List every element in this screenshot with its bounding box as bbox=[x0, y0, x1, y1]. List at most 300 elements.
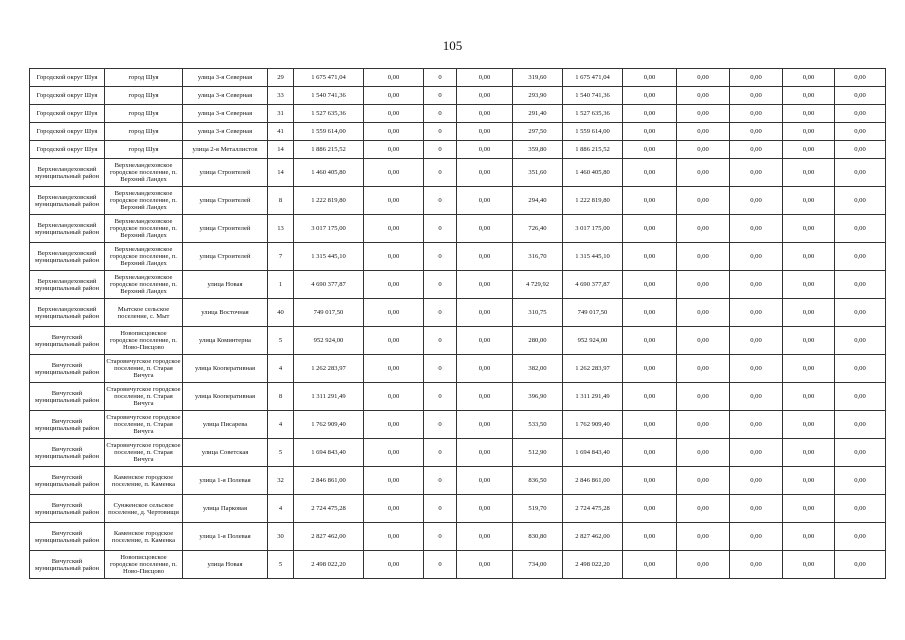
table-cell: Старовичугское городское поселение, п. Старая Вичуга bbox=[105, 411, 183, 439]
table-cell: 0,00 bbox=[677, 355, 730, 383]
table-cell: улица Строителей bbox=[183, 215, 268, 243]
table-cell: 297,50 bbox=[513, 123, 563, 141]
table-cell: 0,00 bbox=[364, 141, 424, 159]
table-row bbox=[30, 439, 886, 467]
table-cell: 0,00 bbox=[835, 327, 886, 355]
table-cell: 0,00 bbox=[364, 159, 424, 187]
table-cell: 0,00 bbox=[364, 551, 424, 579]
table-cell: город Шуя bbox=[105, 105, 183, 123]
table-cell: 0,00 bbox=[677, 69, 730, 87]
table-cell: 13 bbox=[268, 215, 294, 243]
table-cell: 0 bbox=[424, 123, 457, 141]
table-cell: 0,00 bbox=[364, 439, 424, 467]
table-cell: Вичугский муниципальный район bbox=[30, 439, 105, 467]
table-cell: Верхнеландеховский муниципальный район bbox=[30, 243, 105, 271]
table-cell: город Шуя bbox=[105, 141, 183, 159]
table-cell: 0 bbox=[424, 523, 457, 551]
table-cell: улица 3-я Северная bbox=[183, 87, 268, 105]
table-row bbox=[30, 495, 886, 523]
table-cell: 0,00 bbox=[783, 383, 835, 411]
table-cell: 396,90 bbox=[513, 383, 563, 411]
table-cell: Городской округ Шуя bbox=[30, 105, 105, 123]
table-row bbox=[30, 215, 886, 243]
table-cell: 952 924,00 bbox=[294, 327, 364, 355]
table-cell: 0,00 bbox=[457, 87, 513, 105]
table-row bbox=[30, 467, 886, 495]
table-cell: 1 886 215,52 bbox=[294, 141, 364, 159]
table-cell: 1 222 819,80 bbox=[563, 187, 623, 215]
table-cell: Старовичугское городское поселение, п. Старая Вичуга bbox=[105, 383, 183, 411]
table-cell: 0,00 bbox=[677, 141, 730, 159]
table-cell: Новописцовское городское поселение, п. Ново-Писцово bbox=[105, 551, 183, 579]
table-cell: 0,00 bbox=[677, 123, 730, 141]
table-cell: 4 690 377,87 bbox=[294, 271, 364, 299]
table-cell: 0,00 bbox=[457, 187, 513, 215]
table-cell: 1 675 471,04 bbox=[294, 69, 364, 87]
table-cell: 0,00 bbox=[364, 123, 424, 141]
table-cell: 0,00 bbox=[623, 439, 677, 467]
table-cell: 0,00 bbox=[730, 159, 783, 187]
table-cell: 1 460 405,80 bbox=[294, 159, 364, 187]
table-cell: 1 262 283,97 bbox=[294, 355, 364, 383]
table-cell: 0,00 bbox=[623, 141, 677, 159]
table-cell: 0 bbox=[424, 467, 457, 495]
table-cell: 0,00 bbox=[730, 411, 783, 439]
table-cell: 4 690 377,87 bbox=[563, 271, 623, 299]
table-cell: 0,00 bbox=[677, 551, 730, 579]
table-cell: улица 3-я Северная bbox=[183, 123, 268, 141]
table-cell: 14 bbox=[268, 159, 294, 187]
table-cell: Верхнеландеховское городское поселение, п. Верхний Ландех bbox=[105, 159, 183, 187]
table-cell: 0,00 bbox=[623, 243, 677, 271]
table-cell: 1 311 291,49 bbox=[294, 383, 364, 411]
table-cell: 0,00 bbox=[364, 355, 424, 383]
table-cell: 0,00 bbox=[623, 523, 677, 551]
table-cell: 0,00 bbox=[457, 467, 513, 495]
table-row bbox=[30, 411, 886, 439]
table-cell: улица Парковая bbox=[183, 495, 268, 523]
table-cell: 0,00 bbox=[364, 495, 424, 523]
table-cell: 0,00 bbox=[783, 327, 835, 355]
table-cell: 0,00 bbox=[364, 215, 424, 243]
table-row bbox=[30, 355, 886, 383]
table-row bbox=[30, 299, 886, 327]
table-cell: 0,00 bbox=[677, 411, 730, 439]
table-cell: 0 bbox=[424, 215, 457, 243]
table-cell: 0,00 bbox=[835, 355, 886, 383]
table-cell: Вичугский муниципальный район bbox=[30, 495, 105, 523]
table-cell: 0 bbox=[424, 87, 457, 105]
table-cell: Старовичугское городское поселение, п. Старая Вичуга bbox=[105, 355, 183, 383]
table-cell: 0,00 bbox=[835, 105, 886, 123]
table-cell: 310,75 bbox=[513, 299, 563, 327]
table-cell: 316,70 bbox=[513, 243, 563, 271]
table-cell: город Шуя bbox=[105, 123, 183, 141]
table-cell: 0,00 bbox=[364, 187, 424, 215]
table-cell: 0,00 bbox=[623, 467, 677, 495]
table-cell: 0,00 bbox=[835, 159, 886, 187]
table-cell: 4 729,92 bbox=[513, 271, 563, 299]
table-cell: 1 540 741,36 bbox=[563, 87, 623, 105]
table-cell: 0,00 bbox=[783, 141, 835, 159]
table-cell: 1 311 291,49 bbox=[563, 383, 623, 411]
table-cell: 2 498 022,20 bbox=[563, 551, 623, 579]
table-cell: город Шуя bbox=[105, 69, 183, 87]
table-cell: 0,00 bbox=[364, 327, 424, 355]
table-cell: 0,00 bbox=[835, 467, 886, 495]
table-cell: 952 924,00 bbox=[563, 327, 623, 355]
table-cell: 0,00 bbox=[835, 87, 886, 105]
table-cell: 5 bbox=[268, 439, 294, 467]
table-cell: 836,50 bbox=[513, 467, 563, 495]
table-cell: 0,00 bbox=[783, 467, 835, 495]
table-cell: 0 bbox=[424, 327, 457, 355]
table-cell: Верхнеландеховское городское поселение, п. Верхний Ландех bbox=[105, 243, 183, 271]
table-cell: 0 bbox=[424, 383, 457, 411]
table-cell: 1 559 614,00 bbox=[294, 123, 364, 141]
table-row bbox=[30, 69, 886, 87]
table-cell: Верхнеландеховский муниципальный район bbox=[30, 159, 105, 187]
table-cell: 319,60 bbox=[513, 69, 563, 87]
table-cell: 0,00 bbox=[457, 495, 513, 523]
table-cell: 0 bbox=[424, 159, 457, 187]
table-cell: 2 498 022,20 bbox=[294, 551, 364, 579]
table-cell: 0,00 bbox=[457, 69, 513, 87]
table-cell: Верхнеландеховский муниципальный район bbox=[30, 299, 105, 327]
table-cell: 0,00 bbox=[835, 69, 886, 87]
table-row bbox=[30, 523, 886, 551]
table-cell: 1 315 445,10 bbox=[294, 243, 364, 271]
table-cell: 0,00 bbox=[364, 411, 424, 439]
table-cell: 0,00 bbox=[623, 271, 677, 299]
table-cell: Верхнеландеховское городское поселение, п. Верхний Ландех bbox=[105, 187, 183, 215]
table-cell: 0,00 bbox=[623, 383, 677, 411]
table-cell: 0,00 bbox=[677, 159, 730, 187]
table-cell: 0,00 bbox=[364, 243, 424, 271]
table-cell: Сунженское сельское поселение, д. Чертовищи bbox=[105, 495, 183, 523]
table-cell: 0,00 bbox=[364, 271, 424, 299]
table-row bbox=[30, 105, 886, 123]
table-cell: 0,00 bbox=[835, 523, 886, 551]
table-cell: 0,00 bbox=[783, 123, 835, 141]
table-cell: 2 827 462,00 bbox=[294, 523, 364, 551]
table-cell: 726,40 bbox=[513, 215, 563, 243]
table-cell: 1 540 741,36 bbox=[294, 87, 364, 105]
table-cell: Вичугский муниципальный район bbox=[30, 411, 105, 439]
table-cell: 0,00 bbox=[730, 141, 783, 159]
table-cell: 1 675 471,04 bbox=[563, 69, 623, 87]
table-cell: 512,90 bbox=[513, 439, 563, 467]
table-cell: 0,00 bbox=[730, 105, 783, 123]
table-cell: 0,00 bbox=[623, 215, 677, 243]
table-cell: 29 bbox=[268, 69, 294, 87]
table-cell: 0,00 bbox=[457, 383, 513, 411]
table-cell: 0,00 bbox=[677, 439, 730, 467]
table-cell: 0,00 bbox=[623, 123, 677, 141]
table-cell: 0,00 bbox=[457, 271, 513, 299]
table-cell: 0 bbox=[424, 411, 457, 439]
table-cell: Каменское городское поселение, п. Каменка bbox=[105, 523, 183, 551]
table-cell: 0,00 bbox=[783, 187, 835, 215]
table-cell: 0,00 bbox=[730, 271, 783, 299]
table-cell: 0 bbox=[424, 495, 457, 523]
table-cell: Городской округ Шуя bbox=[30, 141, 105, 159]
table-cell: 4 bbox=[268, 355, 294, 383]
table-cell: 0,00 bbox=[457, 243, 513, 271]
table-cell: 830,80 bbox=[513, 523, 563, 551]
table-cell: 0,00 bbox=[835, 383, 886, 411]
table-cell: 5 bbox=[268, 551, 294, 579]
table-cell: улица Новая bbox=[183, 551, 268, 579]
table-cell: 351,60 bbox=[513, 159, 563, 187]
table-row bbox=[30, 243, 886, 271]
table-cell: 0,00 bbox=[783, 159, 835, 187]
table-cell: Каменское городское поселение, п. Каменка bbox=[105, 467, 183, 495]
table-cell: 0,00 bbox=[457, 123, 513, 141]
table-row bbox=[30, 141, 886, 159]
table-cell: улица Кооперативная bbox=[183, 355, 268, 383]
table-cell: 0,00 bbox=[364, 87, 424, 105]
table-cell: 0,00 bbox=[783, 355, 835, 383]
table-cell: 0 bbox=[424, 105, 457, 123]
table-cell: улица 3-я Северная bbox=[183, 105, 268, 123]
table-cell: 0,00 bbox=[783, 271, 835, 299]
page-number: 105 bbox=[442, 38, 463, 53]
table-cell: 32 bbox=[268, 467, 294, 495]
table-cell: 1 bbox=[268, 271, 294, 299]
table-cell: 33 bbox=[268, 87, 294, 105]
table-cell: 0 bbox=[424, 243, 457, 271]
table-cell: 0,00 bbox=[730, 187, 783, 215]
table-cell: улица Писарева bbox=[183, 411, 268, 439]
table-cell: улица Строителей bbox=[183, 159, 268, 187]
table-cell: 0,00 bbox=[364, 69, 424, 87]
table-cell: 0,00 bbox=[457, 439, 513, 467]
table-cell: улица Строителей bbox=[183, 187, 268, 215]
table-cell: 749 017,50 bbox=[294, 299, 364, 327]
table-cell: 382,00 bbox=[513, 355, 563, 383]
table-cell: 0,00 bbox=[835, 243, 886, 271]
table-cell: 1 886 215,52 bbox=[563, 141, 623, 159]
table-cell: 0,00 bbox=[783, 215, 835, 243]
table-cell: 2 827 462,00 bbox=[563, 523, 623, 551]
table-cell: 2 846 861,00 bbox=[294, 467, 364, 495]
table-cell: 0,00 bbox=[835, 271, 886, 299]
table-cell: 0,00 bbox=[364, 523, 424, 551]
table-row bbox=[30, 159, 886, 187]
table-cell: 0,00 bbox=[623, 551, 677, 579]
table-cell: 0,00 bbox=[364, 299, 424, 327]
table-cell: Вичугский муниципальный район bbox=[30, 327, 105, 355]
table-cell: 0,00 bbox=[457, 327, 513, 355]
table-cell: 0,00 bbox=[623, 159, 677, 187]
table-cell: 0,00 bbox=[783, 299, 835, 327]
table-cell: 0,00 bbox=[730, 523, 783, 551]
table-cell: Мытское сельское поселение, с. Мыт bbox=[105, 299, 183, 327]
table-cell: 0,00 bbox=[677, 495, 730, 523]
table-cell: 293,90 bbox=[513, 87, 563, 105]
table-cell: 0,00 bbox=[783, 411, 835, 439]
table-row bbox=[30, 383, 886, 411]
table-cell: 0,00 bbox=[730, 123, 783, 141]
table-cell: 0,00 bbox=[677, 467, 730, 495]
table-cell: 2 846 861,00 bbox=[563, 467, 623, 495]
table-cell: улица 2-я Металлистов bbox=[183, 141, 268, 159]
table-cell: улица 1-я Полевая bbox=[183, 467, 268, 495]
table-cell: 1 694 843,40 bbox=[294, 439, 364, 467]
table-cell: 0,00 bbox=[364, 467, 424, 495]
table-cell: 0,00 bbox=[835, 551, 886, 579]
table-cell: 0,00 bbox=[835, 495, 886, 523]
table-cell: 0,00 bbox=[364, 105, 424, 123]
table-cell: Верхнеландеховское городское поселение, п. Верхний Ландех bbox=[105, 215, 183, 243]
table-cell: 0,00 bbox=[783, 243, 835, 271]
table-cell: 0,00 bbox=[730, 327, 783, 355]
table-cell: улица Кооперативная bbox=[183, 383, 268, 411]
table-cell: 359,80 bbox=[513, 141, 563, 159]
table-cell: 2 724 475,28 bbox=[563, 495, 623, 523]
table-cell: 0 bbox=[424, 551, 457, 579]
table-cell: улица Коминтерна bbox=[183, 327, 268, 355]
table-cell: 0,00 bbox=[457, 411, 513, 439]
table-cell: 0,00 bbox=[677, 327, 730, 355]
table-cell: 0,00 bbox=[730, 467, 783, 495]
table-cell: Вичугский муниципальный район bbox=[30, 467, 105, 495]
table-row bbox=[30, 187, 886, 215]
table-cell: 0,00 bbox=[783, 439, 835, 467]
table-cell: 1 694 843,40 bbox=[563, 439, 623, 467]
table-cell: 40 bbox=[268, 299, 294, 327]
table-row bbox=[30, 327, 886, 355]
table-cell: 0,00 bbox=[623, 327, 677, 355]
table-row bbox=[30, 271, 886, 299]
table-cell: 0,00 bbox=[457, 215, 513, 243]
table-cell: 0,00 bbox=[457, 159, 513, 187]
table-cell: 1 762 909,40 bbox=[294, 411, 364, 439]
table-cell: город Шуя bbox=[105, 87, 183, 105]
table-cell: 734,00 bbox=[513, 551, 563, 579]
table-cell: улица Восточная bbox=[183, 299, 268, 327]
table-cell: 1 762 909,40 bbox=[563, 411, 623, 439]
table-cell: 0 bbox=[424, 187, 457, 215]
table-cell: 4 bbox=[268, 411, 294, 439]
table-cell: 0,00 bbox=[835, 187, 886, 215]
table-cell: Верхнеландеховский муниципальный район bbox=[30, 271, 105, 299]
table-cell: Старовичугское городское поселение, п. Старая Вичуга bbox=[105, 439, 183, 467]
table-cell: 0,00 bbox=[677, 215, 730, 243]
table-cell: 0,00 bbox=[623, 495, 677, 523]
table-cell: 0,00 bbox=[835, 299, 886, 327]
table-cell: 5 bbox=[268, 327, 294, 355]
table-cell: 0,00 bbox=[835, 439, 886, 467]
table-cell: 0 bbox=[424, 271, 457, 299]
table-cell: 0,00 bbox=[783, 495, 835, 523]
table-row bbox=[30, 551, 886, 579]
table-cell: 280,00 bbox=[513, 327, 563, 355]
table-row bbox=[30, 123, 886, 141]
table-cell: 30 bbox=[268, 523, 294, 551]
table-cell: 0,00 bbox=[677, 243, 730, 271]
table-cell: 0,00 bbox=[835, 411, 886, 439]
table-cell: 0,00 bbox=[677, 383, 730, 411]
table-cell: 0,00 bbox=[677, 105, 730, 123]
table-cell: 7 bbox=[268, 243, 294, 271]
table-cell: 0,00 bbox=[783, 87, 835, 105]
table-cell: 0,00 bbox=[835, 215, 886, 243]
table-cell: 0,00 bbox=[730, 383, 783, 411]
table-cell: 4 bbox=[268, 495, 294, 523]
table-cell: 1 315 445,10 bbox=[563, 243, 623, 271]
table-cell: 0,00 bbox=[623, 355, 677, 383]
table-cell: улица 3-я Северная bbox=[183, 69, 268, 87]
table-cell: Верхнеландеховский муниципальный район bbox=[30, 187, 105, 215]
table-cell: 1 527 635,36 bbox=[294, 105, 364, 123]
table-cell: Вичугский муниципальный район bbox=[30, 383, 105, 411]
table-cell: 1 262 283,97 bbox=[563, 355, 623, 383]
table-cell: 0 bbox=[424, 69, 457, 87]
table-cell: 1 559 614,00 bbox=[563, 123, 623, 141]
table-cell: улица 1-я Полевая bbox=[183, 523, 268, 551]
table-cell: 14 bbox=[268, 141, 294, 159]
table-cell: 0,00 bbox=[623, 299, 677, 327]
table-cell: 533,50 bbox=[513, 411, 563, 439]
table-cell: 0,00 bbox=[677, 271, 730, 299]
table-cell: 0,00 bbox=[677, 187, 730, 215]
table-cell: 8 bbox=[268, 187, 294, 215]
table-cell: 0,00 bbox=[623, 105, 677, 123]
table-cell: 0,00 bbox=[623, 69, 677, 87]
table-cell: Вичугский муниципальный район bbox=[30, 551, 105, 579]
table-cell: 294,40 bbox=[513, 187, 563, 215]
table-body bbox=[30, 69, 886, 579]
table-cell: 1 222 819,80 bbox=[294, 187, 364, 215]
table-cell: 1 527 635,36 bbox=[563, 105, 623, 123]
table-cell: 291,40 bbox=[513, 105, 563, 123]
table-cell: Новописцовское городское поселение, п. Ново-Писцово bbox=[105, 327, 183, 355]
table-cell: 0,00 bbox=[457, 105, 513, 123]
table-cell: 0,00 bbox=[730, 243, 783, 271]
table-cell: 0,00 bbox=[730, 495, 783, 523]
table-cell: 0,00 bbox=[835, 123, 886, 141]
table-cell: Вичугский муниципальный район bbox=[30, 523, 105, 551]
table-cell: 0,00 bbox=[730, 87, 783, 105]
table-cell: 0,00 bbox=[677, 87, 730, 105]
table-cell: 0,00 bbox=[623, 87, 677, 105]
table-cell: 0,00 bbox=[364, 383, 424, 411]
table-cell: улица Советская bbox=[183, 439, 268, 467]
table-cell: 0,00 bbox=[730, 69, 783, 87]
table-cell: Городской округ Шуя bbox=[30, 123, 105, 141]
table-cell: 0,00 bbox=[783, 523, 835, 551]
table-cell: 0,00 bbox=[457, 551, 513, 579]
table-cell: 0,00 bbox=[677, 299, 730, 327]
table-cell: 0,00 bbox=[677, 523, 730, 551]
table-cell: 0,00 bbox=[730, 439, 783, 467]
table-cell: 3 017 175,00 bbox=[563, 215, 623, 243]
table-cell: Городской округ Шуя bbox=[30, 69, 105, 87]
table-cell: 0,00 bbox=[623, 187, 677, 215]
table-cell: 0,00 bbox=[457, 299, 513, 327]
table-cell: 0,00 bbox=[457, 141, 513, 159]
table-cell: 2 724 475,28 bbox=[294, 495, 364, 523]
table-cell: Верхнеландеховский муниципальный район bbox=[30, 215, 105, 243]
table-cell: 0 bbox=[424, 355, 457, 383]
table-cell: 3 017 175,00 bbox=[294, 215, 364, 243]
table-cell: 0 bbox=[424, 439, 457, 467]
table-cell: 0,00 bbox=[730, 215, 783, 243]
table-cell: 0,00 bbox=[783, 551, 835, 579]
table-cell: Городской округ Шуя bbox=[30, 87, 105, 105]
